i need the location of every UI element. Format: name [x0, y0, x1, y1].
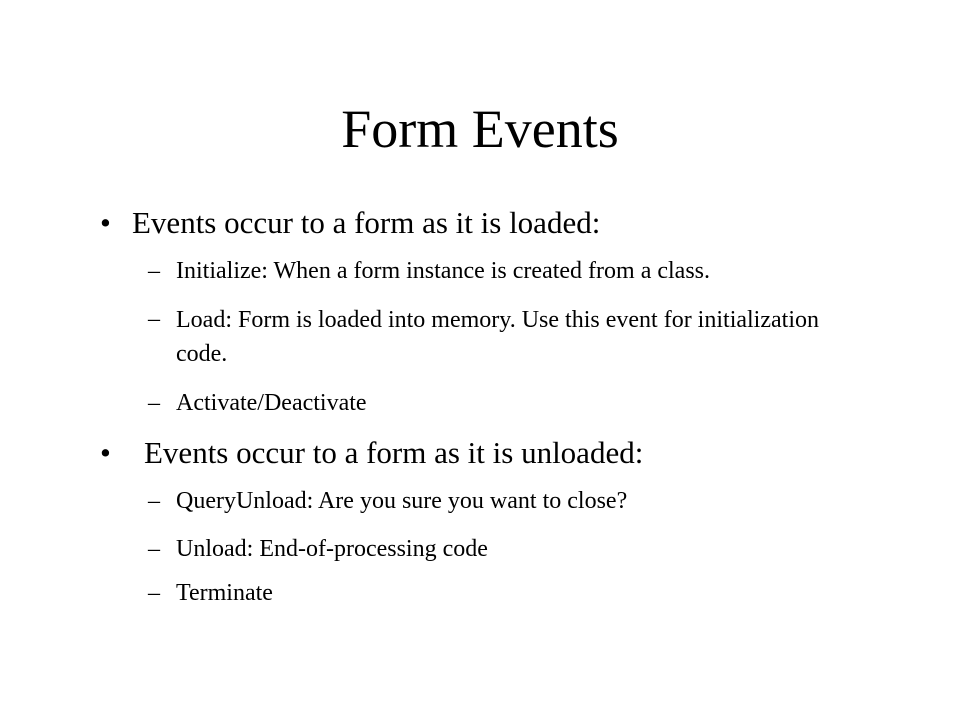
sub-item-text: Load: Form is loaded into memory. Use this event for initialization code. — [176, 307, 819, 367]
sub-item-activate — [148, 387, 868, 419]
slide-title: Form Events — [341, 99, 619, 159]
sub-item-text: QueryUnload: Are you sure you want to close? — [176, 488, 628, 514]
sub-item-marker: – — [148, 306, 160, 332]
sub-item-text: Terminate — [176, 580, 273, 606]
sub-item-terminate — [148, 577, 868, 609]
sub-item-text: Initialize: When a form instance is created from a class. — [176, 258, 710, 284]
sub-item-unload — [148, 533, 868, 565]
bullet-marker: • — [100, 205, 111, 240]
sub-item-initialize — [148, 255, 868, 287]
sub-item-marker: – — [148, 390, 160, 416]
sub-item-load — [148, 303, 868, 371]
bullet-unloaded — [100, 434, 860, 472]
bullet-heading-loaded: Events occur to a form as it is loaded: — [132, 205, 601, 240]
bullet-loaded — [100, 204, 860, 242]
sub-item-marker: – — [148, 258, 160, 284]
bullet-heading-unloaded: Events occur to a form as it is unloaded: — [144, 435, 644, 470]
sub-item-marker: – — [148, 536, 160, 562]
sub-item-text: Activate/Deactivate — [176, 390, 367, 416]
sub-item-text: Unload: End-of-processing code — [176, 536, 488, 562]
sub-item-marker: – — [148, 580, 160, 606]
bullet-marker: • — [100, 435, 111, 470]
sub-item-queryunload — [148, 485, 868, 517]
sub-item-marker: – — [148, 488, 160, 514]
